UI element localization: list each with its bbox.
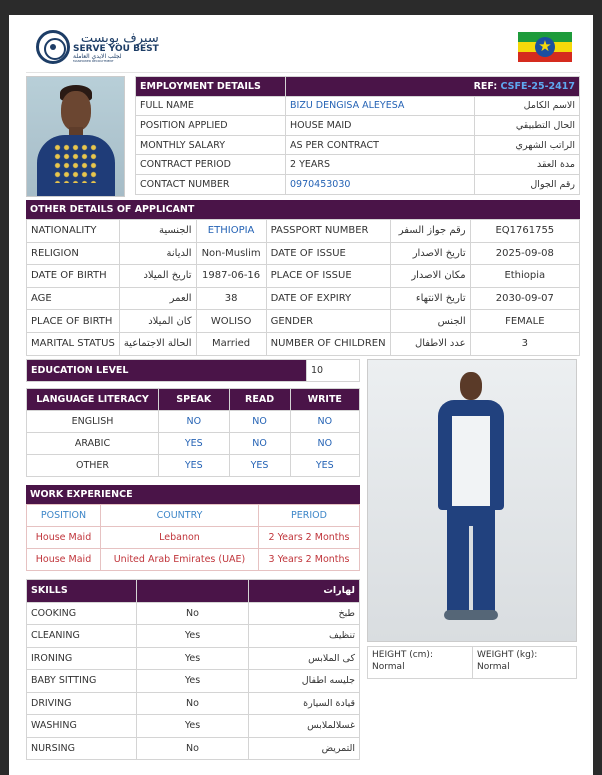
detail-value: FEMALE — [470, 310, 579, 333]
table-row — [136, 155, 580, 175]
table-row — [27, 715, 360, 738]
skill-name: CLEANING — [27, 625, 137, 648]
table-row — [27, 737, 360, 760]
field-label-ar: الاسم الكامل — [475, 96, 580, 116]
detail-label: MARITAL STATUS — [27, 332, 120, 355]
detail-label-ar: تاريخ الميلاد — [119, 265, 196, 288]
read-header: READ — [229, 389, 290, 411]
skill-value: No — [137, 602, 249, 625]
detail-label: PASSPORT NUMBER — [266, 220, 390, 243]
table-row — [27, 625, 360, 648]
detail-label-ar: تاريخ الاصدار — [390, 242, 470, 265]
work-position: House Maid — [27, 527, 101, 549]
table-row — [27, 670, 360, 693]
logo-subtitle-en: MANPOWER RECRUITMENT — [73, 58, 114, 63]
work-country: Lebanon — [101, 527, 259, 549]
field-label: CONTRACT PERIOD — [136, 155, 286, 175]
cv-sheet — [26, 22, 580, 754]
write-value: YES — [290, 455, 359, 477]
skill-name: IRONING — [27, 647, 137, 670]
ref-label: REF: — [473, 80, 498, 92]
write-value: NO — [290, 433, 359, 455]
table-row — [27, 332, 580, 355]
weight-value: Normal — [477, 662, 510, 672]
write-header: WRITE — [290, 389, 359, 411]
detail-label: PLACE OF BIRTH — [27, 310, 120, 333]
height-label: HEIGHT (cm): — [372, 650, 433, 660]
work-position: House Maid — [27, 549, 101, 571]
field-value: BIZU DENGISA ALEYESA — [286, 96, 475, 116]
language-name: OTHER — [27, 455, 159, 477]
detail-label-ar: رقم جواز السفر — [390, 220, 470, 243]
read-value: NO — [229, 411, 290, 433]
detail-label-ar: الحالة الاجتماعية — [119, 332, 196, 355]
table-row — [27, 411, 360, 433]
work-country: United Arab Emirates (UAE) — [101, 549, 259, 571]
skill-value: Yes — [137, 670, 249, 693]
detail-label: NUMBER OF CHILDREN — [266, 332, 390, 355]
detail-label-ar: مكان الاصدار — [390, 265, 470, 288]
detail-label-ar: تاريخ الانتهاء — [390, 287, 470, 310]
table-row — [136, 174, 580, 194]
logo-subtitle: لجلب الايدي العاملة — [73, 52, 122, 60]
table-row — [27, 220, 580, 243]
table-row — [27, 692, 360, 715]
ref-value: CSFE-25-2417 — [500, 80, 575, 92]
skill-name-ar: التمريض — [249, 737, 360, 760]
table-row — [27, 455, 360, 477]
height-weight-table — [367, 646, 577, 679]
detail-label: PLACE OF ISSUE — [266, 265, 390, 288]
field-label: MONTHLY SALARY — [136, 135, 286, 155]
table-row — [27, 287, 580, 310]
height-cell — [368, 647, 473, 679]
speak-value: YES — [159, 455, 230, 477]
education-table — [26, 359, 360, 382]
skill-name: COOKING — [27, 602, 137, 625]
speak-header: SPEAK — [159, 389, 230, 411]
skill-name-ar: غسلالملابس — [249, 715, 360, 738]
logo-icon — [36, 30, 70, 64]
ethiopia-flag-icon: ★ — [518, 32, 572, 62]
applicant-full-body-photo — [367, 359, 577, 642]
logo-arabic: سيرف يوبست — [80, 30, 159, 46]
field-label-ar: الراتب الشهري — [475, 135, 580, 155]
employment-title: EMPLOYMENT DETAILS — [136, 77, 286, 97]
write-value: NO — [290, 411, 359, 433]
header — [26, 22, 580, 73]
detail-value: 2025-09-08 — [470, 242, 579, 265]
skill-name: WASHING — [27, 715, 137, 738]
detail-label-ar: الجنس — [390, 310, 470, 333]
detail-label-ar: الجنسية — [119, 220, 196, 243]
detail-value: Non-Muslim — [196, 242, 266, 265]
cv-page — [9, 15, 593, 775]
height-value: Normal — [372, 662, 405, 672]
reference-cell — [286, 77, 580, 97]
detail-value: EQ1761755 — [470, 220, 579, 243]
skill-value: No — [137, 737, 249, 760]
employment-section — [26, 76, 580, 201]
detail-value: WOLISO — [196, 310, 266, 333]
position-header: POSITION — [27, 505, 101, 527]
table-row — [27, 527, 360, 549]
work-period: 3 Years 2 Months — [259, 549, 360, 571]
language-table — [26, 388, 360, 477]
detail-value: 38 — [196, 287, 266, 310]
skill-value: No — [137, 692, 249, 715]
detail-value: 1987-06-16 — [196, 265, 266, 288]
detail-label: DATE OF BIRTH — [27, 265, 120, 288]
skill-value: Yes — [137, 625, 249, 648]
skills-title-ar: لهارات — [249, 580, 360, 603]
language-name: ENGLISH — [27, 411, 159, 433]
other-details-table — [26, 219, 580, 356]
detail-label-ar: عدد الاطفال — [390, 332, 470, 355]
detail-label: DATE OF ISSUE — [266, 242, 390, 265]
contact-number: 0970453030 — [286, 174, 475, 194]
detail-label: RELIGION — [27, 242, 120, 265]
work-experience-title: WORK EXPERIENCE — [26, 485, 360, 504]
field-label-ar: الحال التطبيقي — [475, 116, 580, 136]
table-row — [136, 135, 580, 155]
table-row — [27, 433, 360, 455]
skills-title: SKILLS — [27, 580, 137, 603]
period-header: PERIOD — [259, 505, 360, 527]
table-row — [27, 265, 580, 288]
skill-name-ar: قيادة السيارة — [249, 692, 360, 715]
field-label: CONTACT NUMBER — [136, 174, 286, 194]
other-details-title: OTHER DETAILS OF APPLICANT — [26, 200, 580, 219]
logo-english: SERVE YOU BEST — [73, 43, 159, 54]
education-label: EDUCATION LEVEL — [27, 360, 307, 382]
skill-name-ar: جليسه اطفال — [249, 670, 360, 693]
detail-label-ar: كان الميلاد — [119, 310, 196, 333]
skill-name-ar: طبخ — [249, 602, 360, 625]
work-experience-table — [26, 504, 360, 571]
skill-name-ar: كى الملابس — [249, 647, 360, 670]
skill-name: BABY SITTING — [27, 670, 137, 693]
read-value: NO — [229, 433, 290, 455]
speak-value: NO — [159, 411, 230, 433]
table-row — [136, 116, 580, 136]
weight-label: WEIGHT (kg): — [477, 650, 538, 660]
table-row — [27, 310, 580, 333]
field-label-ar: رقم الجوال — [475, 174, 580, 194]
detail-label-ar: العمر — [119, 287, 196, 310]
country-header: COUNTRY — [101, 505, 259, 527]
read-value: YES — [229, 455, 290, 477]
work-period: 2 Years 2 Months — [259, 527, 360, 549]
field-label-ar: مدة العقد — [475, 155, 580, 175]
field-value: HOUSE MAID — [286, 116, 475, 136]
skill-value: Yes — [137, 715, 249, 738]
left-column — [26, 359, 360, 760]
education-value: 10 — [307, 360, 360, 382]
detail-value: 2030-09-07 — [470, 287, 579, 310]
detail-value: ETHIOPIA — [196, 220, 266, 243]
detail-value: Married — [196, 332, 266, 355]
detail-label: GENDER — [266, 310, 390, 333]
skills-table — [26, 579, 360, 760]
table-row — [27, 602, 360, 625]
detail-label-ar: الديانة — [119, 242, 196, 265]
language-name: ARABIC — [27, 433, 159, 455]
field-value: AS PER CONTRACT — [286, 135, 475, 155]
language-header: LANGUAGE LITERACY — [27, 389, 159, 411]
skill-value: Yes — [137, 647, 249, 670]
detail-value: Ethiopia — [470, 265, 579, 288]
detail-label: AGE — [27, 287, 120, 310]
field-value: 2 YEARS — [286, 155, 475, 175]
skill-name: DRIVING — [27, 692, 137, 715]
skill-name-ar: تنظيف — [249, 625, 360, 648]
detail-label: NATIONALITY — [27, 220, 120, 243]
field-label: POSITION APPLIED — [136, 116, 286, 136]
skill-name: NURSING — [27, 737, 137, 760]
employment-table — [135, 76, 580, 195]
table-row — [27, 549, 360, 571]
other-details-section — [26, 200, 580, 356]
speak-value: YES — [159, 433, 230, 455]
table-row — [136, 96, 580, 116]
detail-value: 3 — [470, 332, 579, 355]
weight-cell — [473, 647, 577, 679]
detail-label: DATE OF EXPIRY — [266, 287, 390, 310]
applicant-portrait — [26, 76, 125, 197]
field-label: FULL NAME — [136, 96, 286, 116]
company-logo — [36, 30, 159, 64]
table-row — [27, 647, 360, 670]
table-row — [27, 242, 580, 265]
